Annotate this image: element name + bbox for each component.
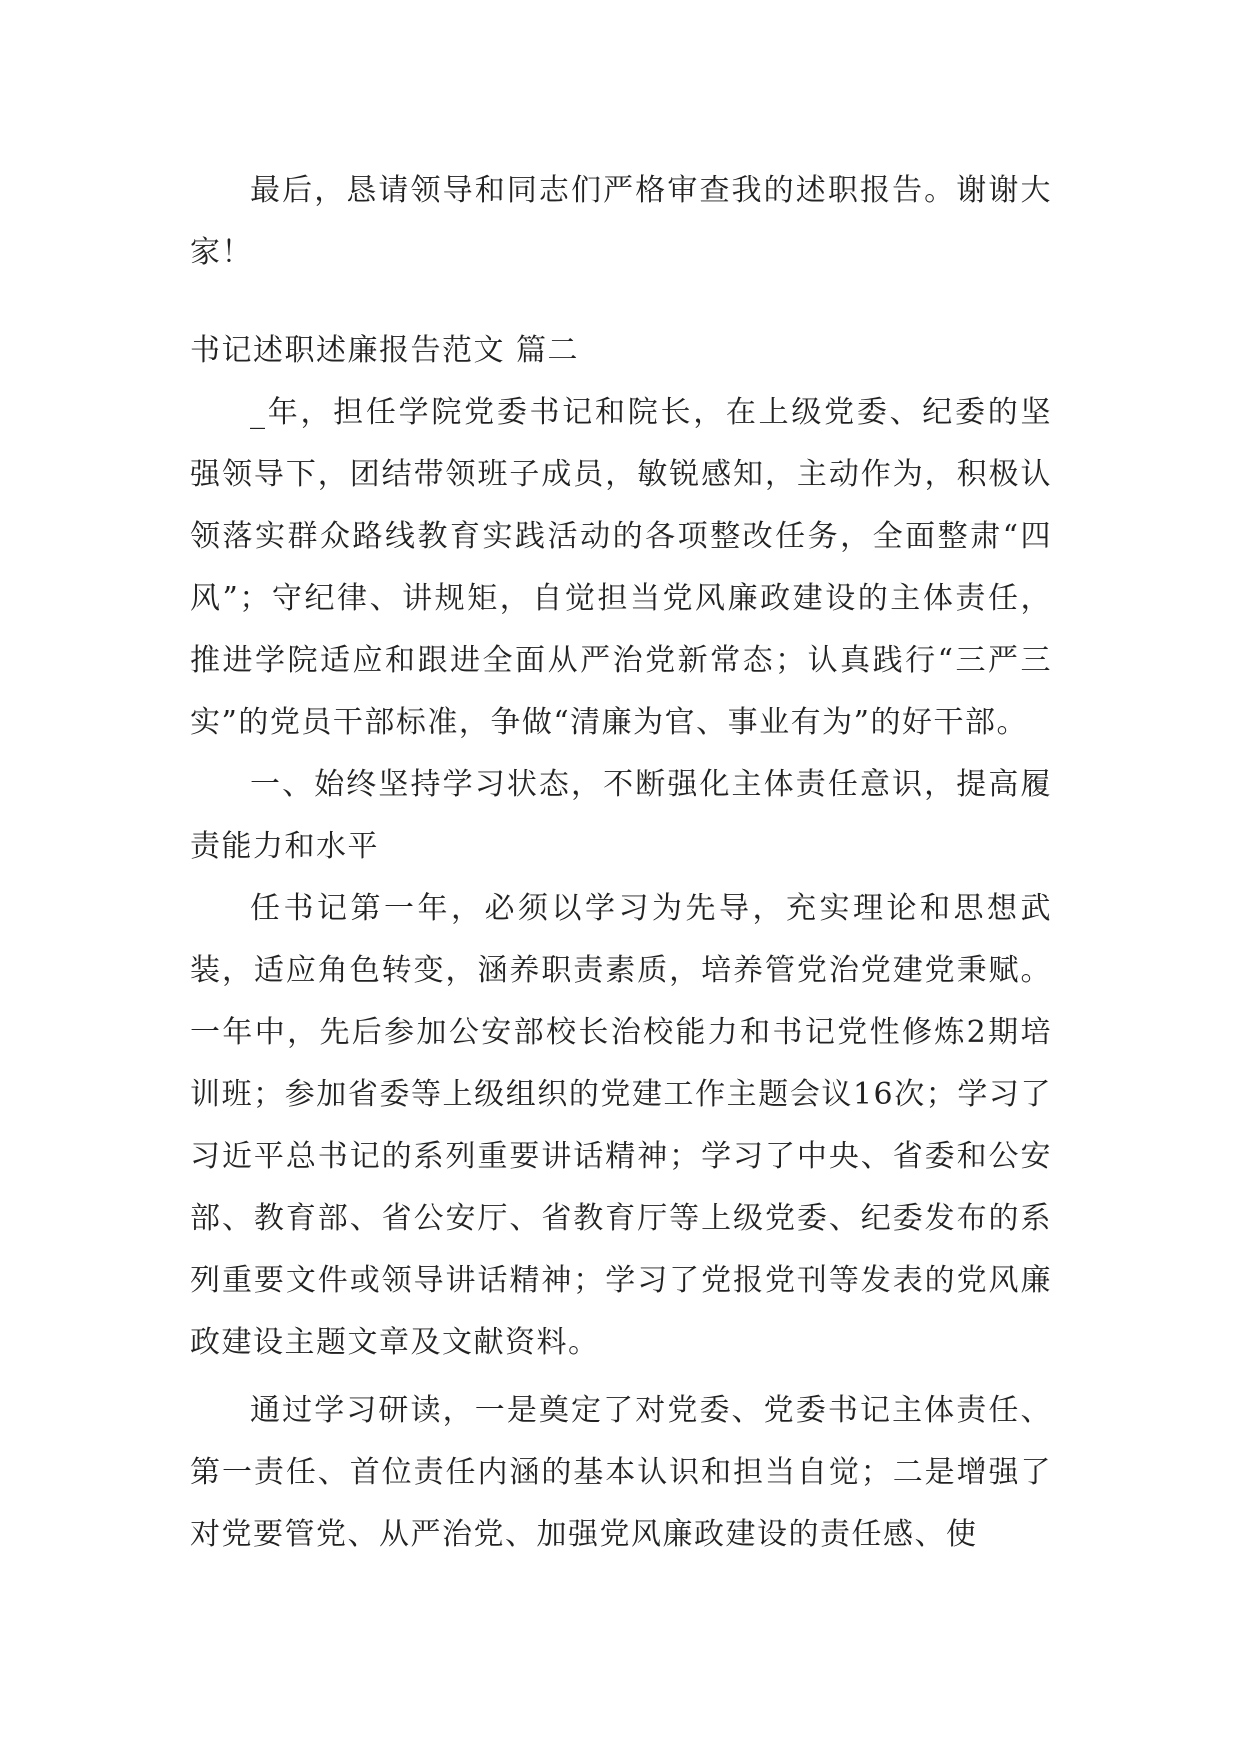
paragraph-heading-one: 一、始终坚持学习状态，不断强化主体责任意识，提高履责能力和水平 — [190, 767, 1052, 864]
paragraph-intro: _年，担任学院党委书记和院长，在上级党委、纪委的坚强领导下，团结带领班子成员，敏锐感知，主动作为，积极认领落实群众路线教育实践活动的各项整改任务，全面整肃“四风”；守纪律、讲规矩，自觉担当党风廉政建设的主体责任，推进学院适应和跟进全面从严治党新常态；认真践行“三严三实”的党员干部标准，争做“清廉为官、事业有为”的好干部。 — [190, 395, 1052, 740]
section-gap — [190, 284, 1052, 320]
closing-paragraph: 最后，恳请领导和同志们严格审查我的述职报告。谢谢大家！ — [190, 173, 1052, 270]
paragraph-study-results: 通过学习研读，一是奠定了对党委、党委书记主体责任、第一责任、首位责任内涵的基本认识和担当自觉；二是增强了对党要管党、从严治党、加强党风廉政建设的责任感、使 — [190, 1393, 1052, 1552]
section-title: 书记述职述廉报告范文 篇二 — [190, 333, 580, 368]
document-body — [190, 160, 1052, 1566]
paragraph-study: 任书记第一年，必须以学习为先导，充实理论和思想武装，适应角色转变，涵养职责素质，培养管党治党建党秉赋。一年中，先后参加公安部校长治校能力和书记党性修炼2期培训班；参加省委等上级组织的党建工作主题会议16次；学习了习近平总书记的系列重要讲话精神；学习了中央、省委和公安部、教育部、省公安厅、省教育厅等上级党委、纪委发布的系列重要文件或领导讲话精神；学习了党报党刊等发表的党风廉政建设主题文章及文献资料。 — [190, 891, 1052, 1360]
